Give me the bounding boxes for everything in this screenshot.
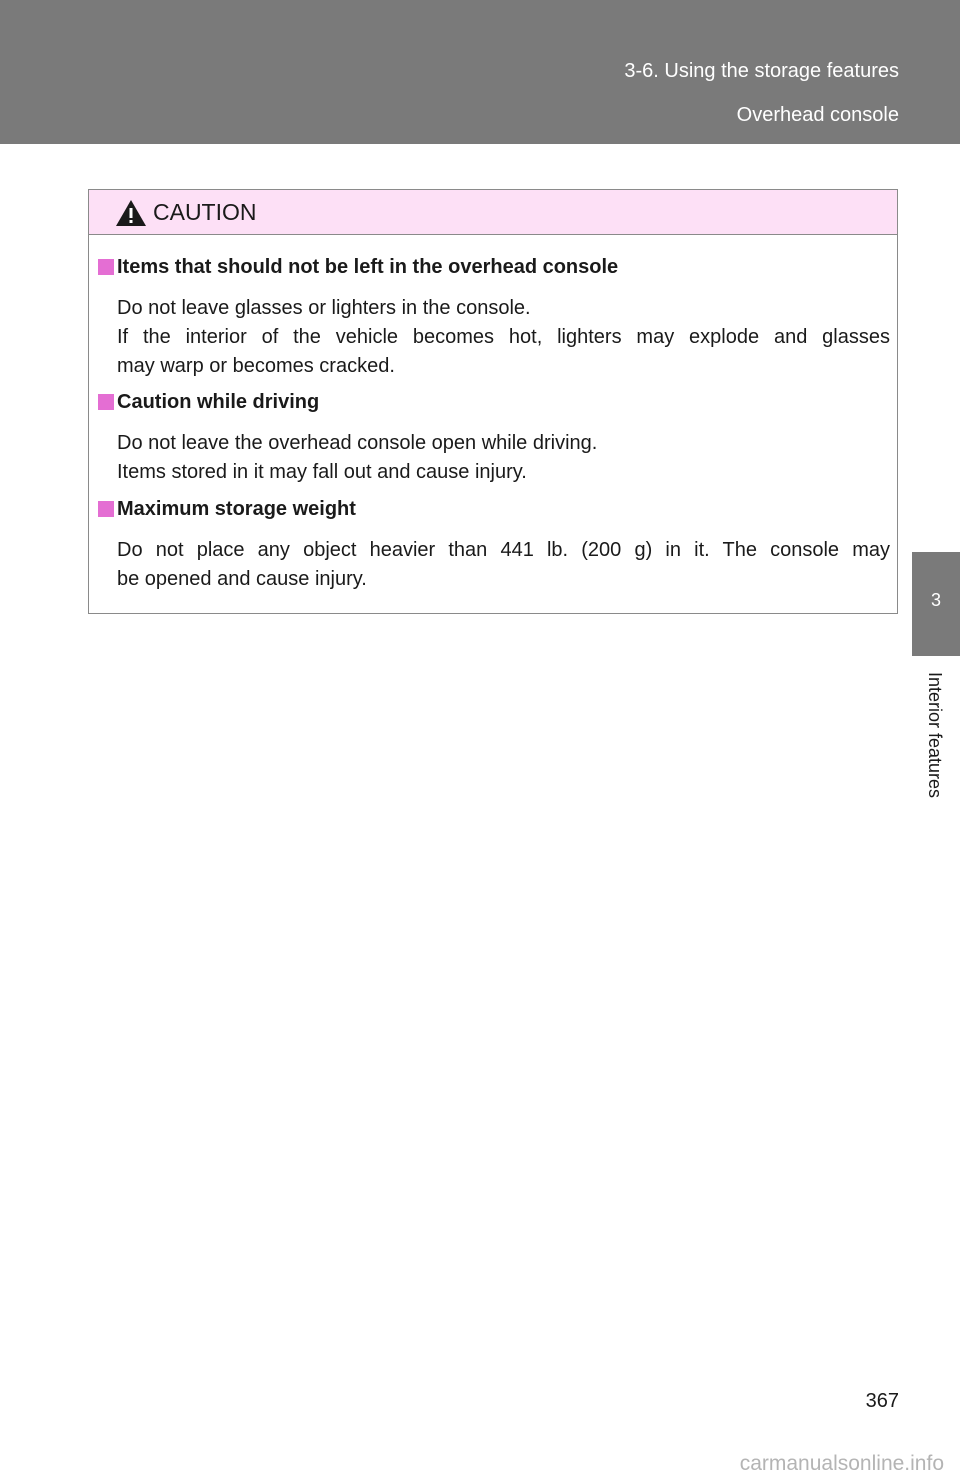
item-text (117, 429, 890, 487)
bullet-square-icon (98, 501, 114, 517)
header-band (0, 0, 960, 144)
bullet-square-icon (98, 394, 114, 410)
item-line: be opened and cause injury. (117, 568, 367, 590)
item-heading: Caution while driving (117, 391, 320, 413)
item-heading: Maximum storage weight (117, 498, 356, 520)
item-text (117, 294, 890, 381)
bullet-square-icon (98, 259, 114, 275)
item-text (117, 536, 890, 594)
caution-box (88, 189, 898, 614)
caution-title: CAUTION (153, 199, 257, 225)
caution-header (89, 190, 897, 235)
watermark: carmanualsonline.info (739, 1452, 944, 1475)
item-line: Items stored in it may fall out and cause injury. (117, 461, 527, 483)
chapter-tab (912, 552, 960, 656)
item-line: may warp or becomes cracked. (117, 355, 395, 377)
chapter-title: Interior features (925, 672, 945, 799)
item-line: Do not place any object heavier than 441 lb. (200 g) in it. The console may (117, 539, 890, 561)
chapter-number: 3 (930, 590, 941, 610)
page-topic: Overhead console (736, 104, 899, 126)
item-heading: Items that should not be left in the overhead console (117, 256, 619, 278)
section-title: 3-6. Using the storage features (624, 60, 899, 82)
item-line: If the interior of the vehicle becomes hot, lighters may explode and glasses (117, 326, 890, 348)
item-line: Do not leave the overhead console open while driving. (117, 432, 598, 454)
item-line: Do not leave glasses or lighters in the console. (117, 297, 531, 319)
warning-triangle-icon (115, 199, 147, 227)
page-number: 367 (865, 1390, 899, 1412)
